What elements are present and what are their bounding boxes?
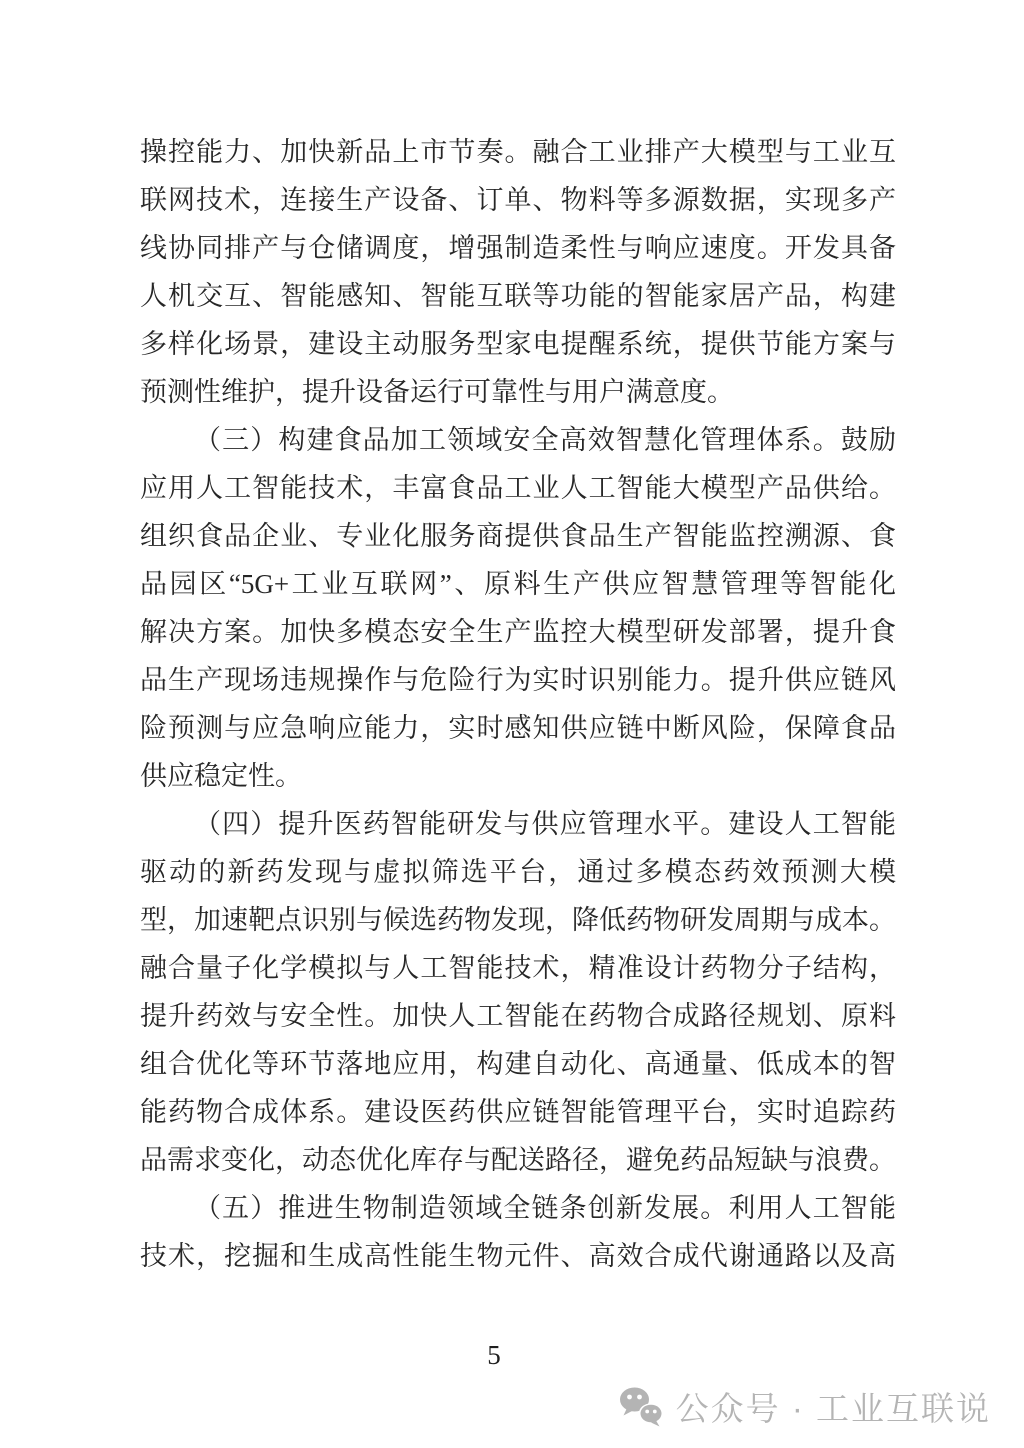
text-line: 险预测与应急响应能力，实时感知供应链中断风险，保障食品 — [140, 713, 896, 743]
text-line: 型，加速靶点识别与候选药物发现，降低药物研发周期与成本。 — [140, 905, 896, 935]
watermark-label: 公众号 · 工业互联说 — [675, 1390, 991, 1427]
text-line: （三）构建食品加工领域安全高效智慧化管理体系。鼓励 — [194, 425, 896, 455]
document-body — [140, 128, 896, 1280]
text-line: 品需求变化，动态优化库存与配送路径，避免药品短缺与浪费。 — [140, 1145, 896, 1175]
text-line: 品园区“5G+工业互联网”、原料生产供应智慧管理等智能化 — [140, 569, 896, 599]
watermark — [618, 1383, 991, 1430]
text-line: 驱动的新药发现与虚拟筛选平台，通过多模态药效预测大模 — [140, 857, 896, 887]
text-line: 品生产现场违规操作与危险行为实时识别能力。提升供应链风 — [140, 665, 896, 695]
text-line: 技术，挖掘和生成高性能生物元件、高效合成代谢通路以及高 — [140, 1241, 896, 1271]
text-line: 能药物合成体系。建设医药供应链智能管理平台，实时追踪药 — [140, 1097, 896, 1127]
text-line: 人机交互、智能感知、智能互联等功能的智能家居产品，构建 — [140, 281, 896, 311]
text-line: 供应稳定性。 — [140, 761, 302, 791]
text-line: 提升药效与安全性。加快人工智能在药物合成路径规划、原料 — [140, 1001, 896, 1031]
text-line: 组合优化等环节落地应用，构建自动化、高通量、低成本的智 — [140, 1049, 896, 1079]
page-number: 5 — [487, 1340, 501, 1370]
text-line: 应用人工智能技术，丰富食品工业人工智能大模型产品供给。 — [140, 473, 896, 503]
text-line: （五）推进生物制造领域全链条创新发展。利用人工智能 — [194, 1193, 896, 1223]
text-line: （四）提升医药智能研发与供应管理水平。建设人工智能 — [194, 809, 896, 839]
text-line: 解决方案。加快多模态安全生产监控大模型研发部署，提升食 — [140, 617, 896, 647]
text-line: 联网技术，连接生产设备、订单、物料等多源数据，实现多产 — [140, 185, 896, 215]
wechat-icon — [618, 1386, 664, 1428]
text-line: 多样化场景，建设主动服务型家电提醒系统，提供节能方案与 — [140, 329, 896, 359]
text-line: 线协同排产与仓储调度，增强制造柔性与响应速度。开发具备 — [140, 233, 896, 263]
text-line: 融合量子化学模拟与人工智能技术，精准设计药物分子结构， — [140, 953, 896, 983]
text-line: 预测性维护，提升设备运行可靠性与用户满意度。 — [140, 377, 734, 407]
text-line: 操控能力、加快新品上市节奏。融合工业排产大模型与工业互 — [140, 137, 896, 167]
text-line: 组织食品企业、专业化服务商提供食品生产智能监控溯源、食 — [140, 521, 896, 551]
